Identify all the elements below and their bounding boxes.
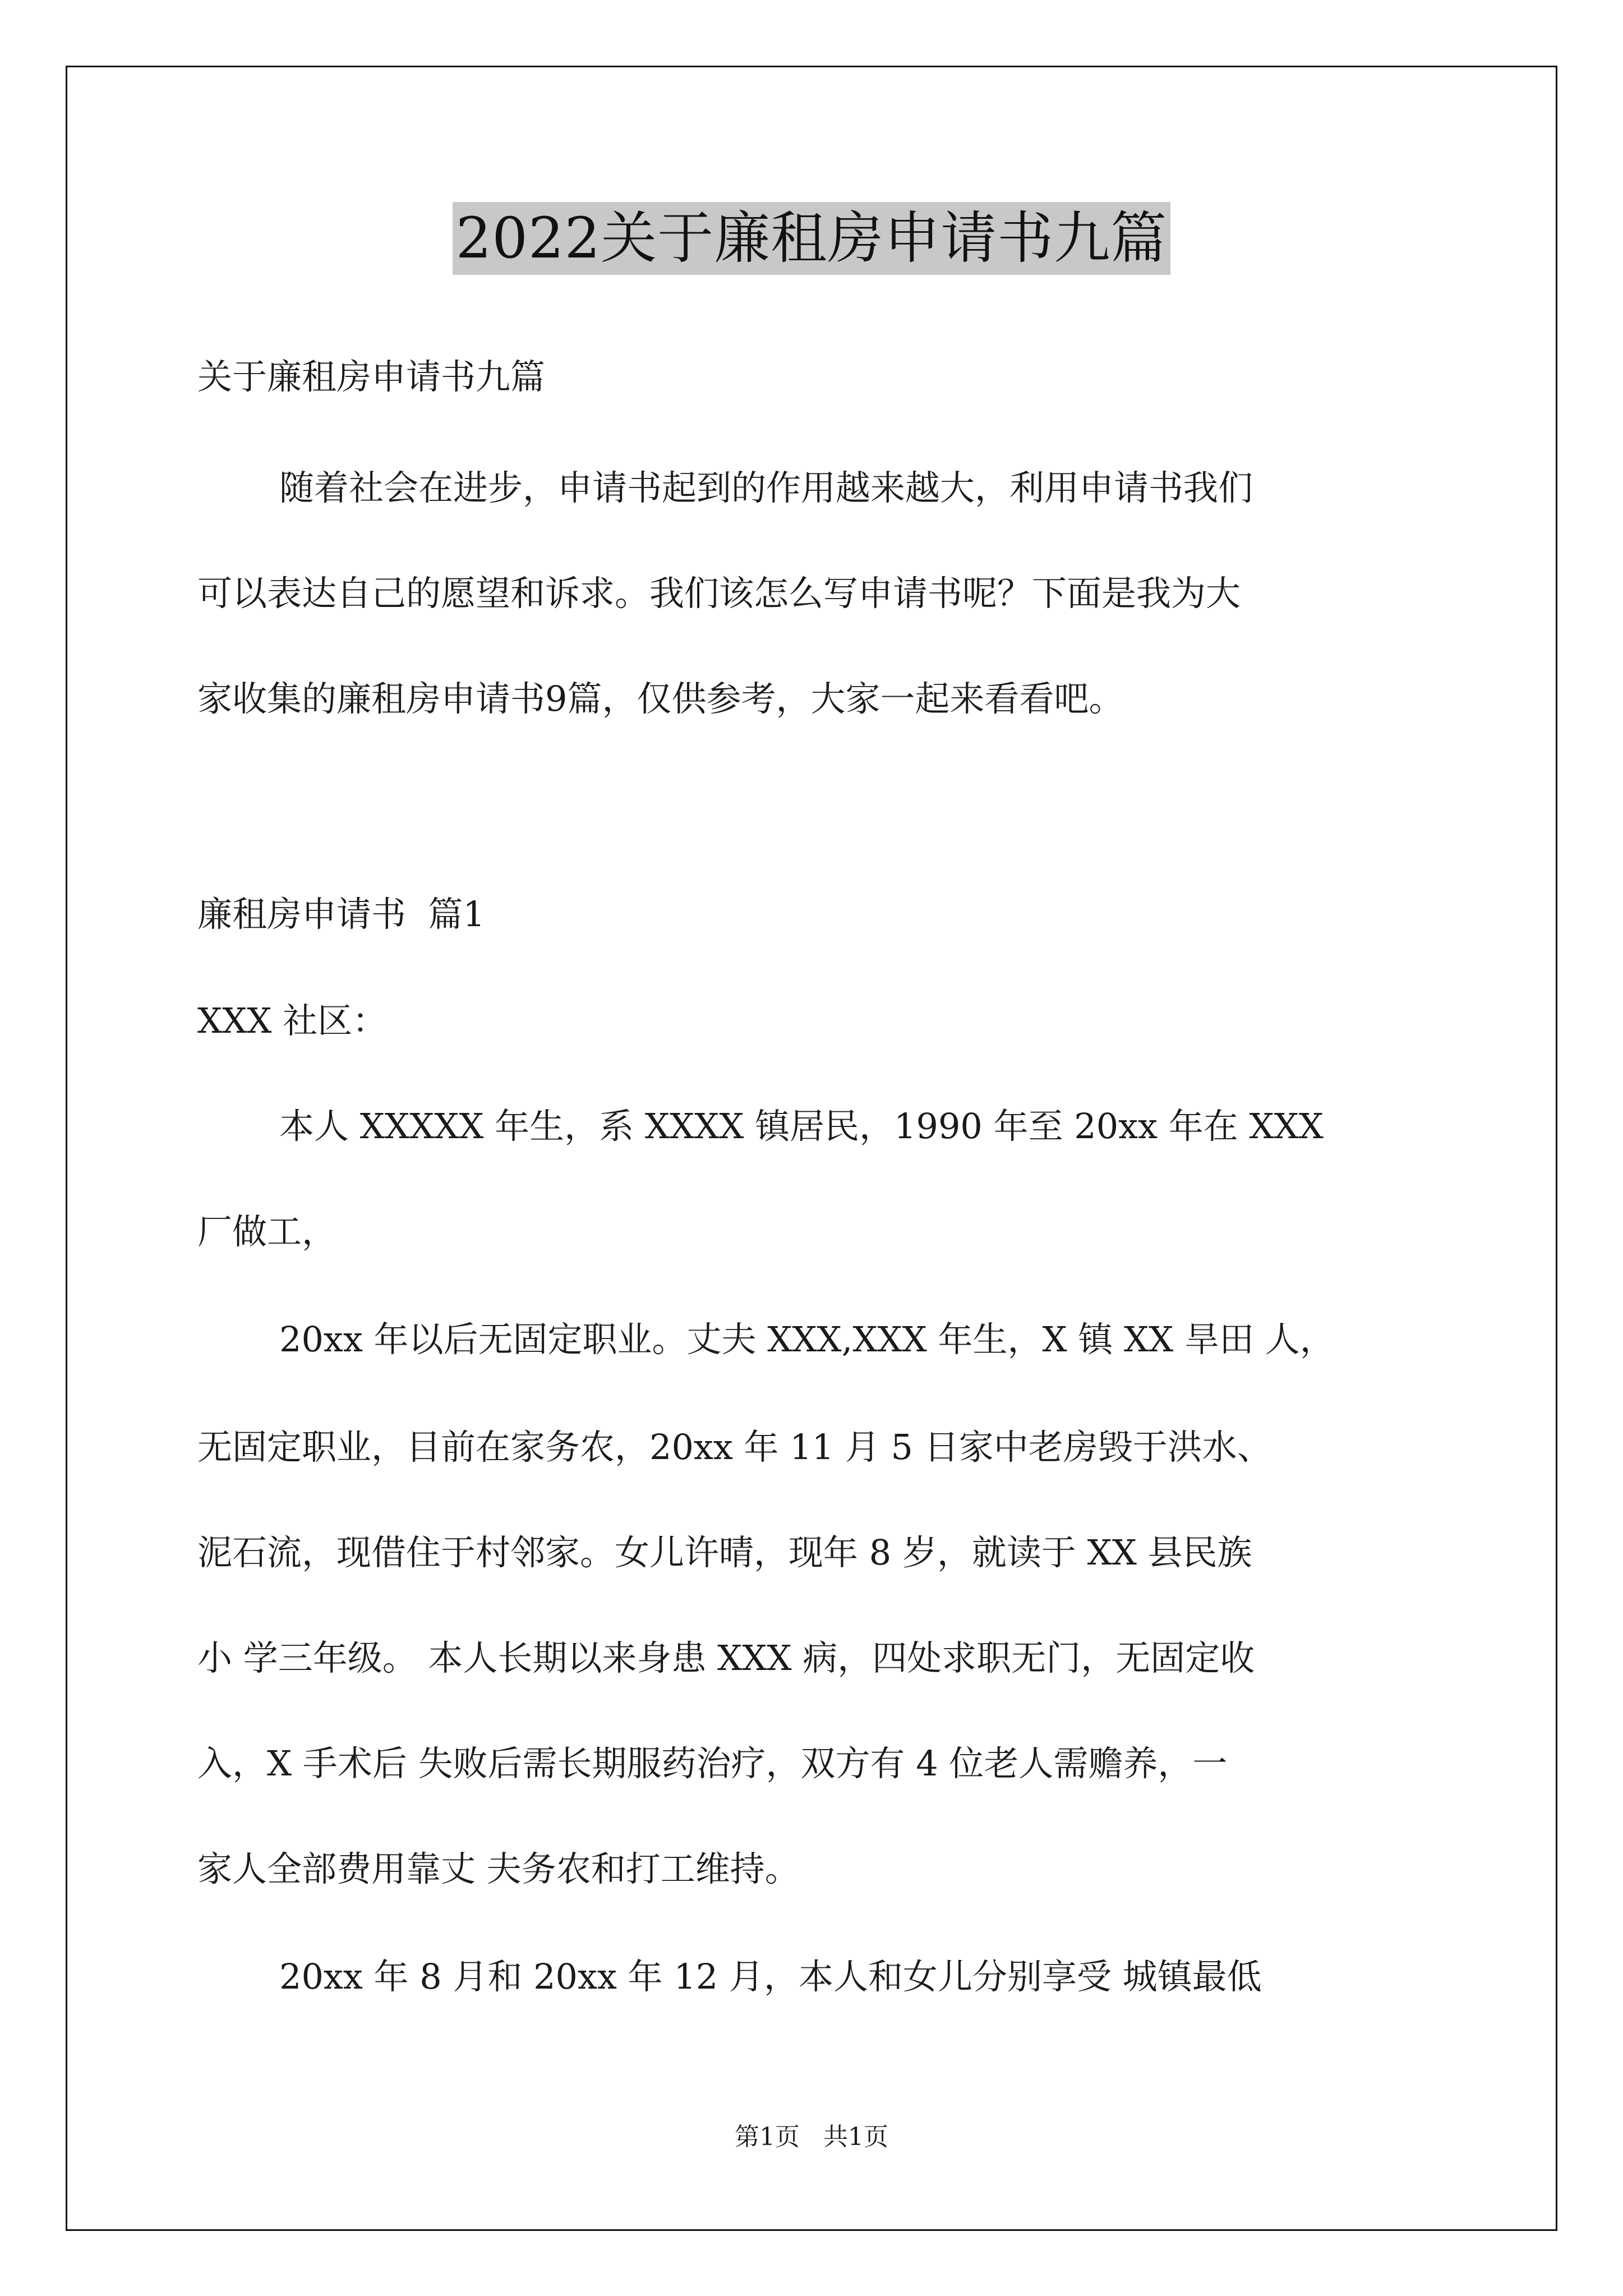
section-heading: 廉租房申请书 篇1 (197, 894, 485, 935)
salutation: XXX 社区： (197, 1000, 388, 1041)
page-footer: 第1页 共1页 (735, 2123, 888, 2151)
intro-line: 随着社会在进步，申请书起到的作用越来越大，利用申请书我们 (279, 467, 1253, 508)
title-container (0, 202, 1623, 275)
document-subtitle: 关于廉租房申请书九篇 (197, 356, 546, 397)
body-line: 20xx 年以后无固定职业。丈夫 XXX,XXX 年生，X 镇 XX 旱田 人， (279, 1319, 1335, 1360)
body-line: 泥石流，现借住于村邻家。女儿许晴，现年 8 岁，就读于 XX 县民族 (197, 1532, 1252, 1573)
body-line: 无固定职业，目前在家务农，20xx 年 11 月 5 日家中老房毁于洪水、 (197, 1427, 1272, 1467)
document-title: 2022关于廉租房申请书九篇 (453, 202, 1171, 275)
intro-line: 可以表达自己的愿望和诉求。我们该怎么写申请书呢？下面是我为大 (197, 573, 1241, 614)
intro-line: 家收集的廉租房申请书9篇，仅供参考，大家一起来看看吧。 (197, 678, 1124, 719)
body-line: 小 学三年级。 本人长期以来身患 XXX 病，四处求职无门，无固定收 (197, 1637, 1255, 1678)
body-line: 入，X 手术后 失败后需长期服药治疗，双方有 4 位老人需赡养，一 (197, 1743, 1228, 1784)
body-line: 本人 XXXXX 年生，系 XXXX 镇居民，1990 年至 20xx 年在 XXX (279, 1106, 1324, 1147)
body-line: 20xx 年 8 月和 20xx 年 12 月，本人和女儿分别享受 城镇最低 (279, 1956, 1262, 1997)
body-line: 家人全部费用靠丈 夫务农和打工维持。 (197, 1848, 800, 1889)
body-line: 厂做工， (197, 1211, 337, 1252)
